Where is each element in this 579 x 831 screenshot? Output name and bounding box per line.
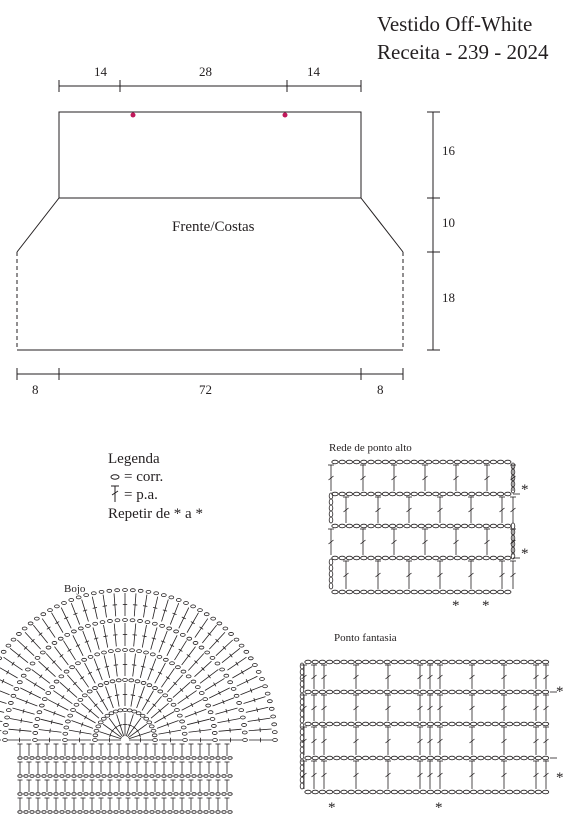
mesh-chart-title: Rede de ponto alto: [329, 442, 412, 454]
dim-side-top: 16: [442, 143, 455, 158]
fancy-repeat-mark-2: *: [556, 770, 564, 786]
fancy-repeat-mark-3: *: [328, 800, 336, 816]
title-line-2: Receita - 239 - 2024: [377, 40, 549, 64]
legend-repeat-label: Repetir de * a *: [108, 506, 203, 522]
dim-top-center: 28: [199, 64, 212, 79]
fancy-repeat-mark-4: *: [435, 800, 443, 816]
dim-side-bottom: 18: [442, 290, 455, 305]
schematic-label: Frente/Costas: [172, 219, 255, 235]
dim-top-left: 14: [94, 64, 107, 79]
legend-chain-label: = corr.: [124, 469, 164, 485]
mesh-repeat-mark-1: *: [521, 482, 529, 498]
mesh-repeat-mark-2: *: [521, 546, 529, 562]
dim-side-middle: 10: [442, 215, 455, 230]
fancy-repeat-mark-1: *: [556, 684, 564, 700]
fancy-chart-title: Ponto fantasia: [334, 632, 397, 644]
yoke-chart-title: Bojo: [64, 583, 86, 595]
dim-bottom-center: 72: [199, 382, 212, 397]
title-line-1: Vestido Off-White: [377, 12, 533, 36]
dim-bottom-right: 8: [377, 382, 384, 397]
dim-top-right: 14: [307, 64, 320, 79]
mesh-repeat-mark-4: *: [482, 598, 490, 614]
mesh-repeat-mark-3: *: [452, 598, 460, 614]
legend-dc-label: = p.a.: [124, 487, 158, 503]
dim-bottom-left: 8: [32, 382, 39, 397]
legend-title: Legenda: [108, 451, 160, 467]
